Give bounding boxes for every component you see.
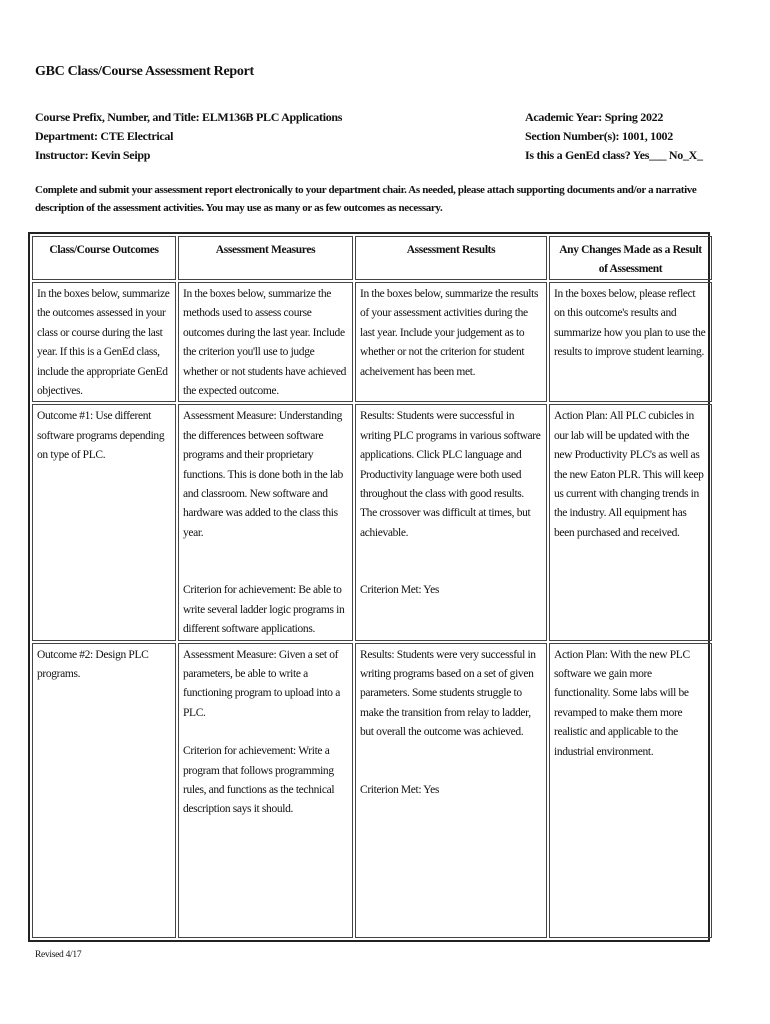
table-row bbox=[32, 643, 712, 939]
instructions-text: Complete and submit your assessment report electronically to your department chair. As needed, please attach supporting documents and/or a narrative description of the assessment activities. You may use as many or as few outcomes as necessary. bbox=[35, 184, 697, 214]
action-plan-2-cell bbox=[549, 643, 712, 939]
course-prefix-line: Course Prefix, Number, and Title: ELM136B PLC Applications bbox=[35, 110, 343, 124]
section-number-line: Section Number(s): 1001, 1002 bbox=[525, 129, 673, 143]
guidance-row bbox=[32, 282, 712, 402]
measure-2-cell bbox=[178, 643, 353, 939]
table-row bbox=[32, 404, 712, 640]
gened-line: Is this a GenEd class? Yes___ No_X_ bbox=[525, 148, 703, 162]
measure-1-text: Assessment Measure: Understanding the differences between software programs and their proprietary functions. This is done both in the lab and classroom. New software and hardware was added to the class this year. bbox=[183, 410, 343, 539]
outcome-2-cell bbox=[32, 643, 176, 939]
results-2-cell bbox=[355, 643, 547, 939]
instructor-line: Instructor: Kevin Seipp bbox=[35, 148, 151, 162]
assessment-table bbox=[30, 234, 714, 940]
academic-year-line: Academic Year: Spring 2022 bbox=[525, 110, 664, 124]
header-outcomes: Class/Course Outcomes bbox=[32, 236, 176, 280]
criterion-met-1-text: Criterion Met: Yes bbox=[360, 584, 439, 597]
results-1-cell bbox=[355, 404, 547, 640]
table-header-row bbox=[32, 236, 712, 280]
header-results: Assessment Results bbox=[355, 236, 547, 280]
action-plan-1-text: Action Plan: All PLC cubicles in our lab will be updated with the new Productivity PLC's as well as the new Eaton PLR. This will keep us current with changing trends in the industry. All equipment has been purchased and received. bbox=[554, 410, 704, 539]
criterion-met-2-text: Criterion Met: Yes bbox=[360, 783, 439, 796]
action-plan-2-text: Action Plan: With the new PLC software we gain more functionality. Some labs will be revamped to make them more realistic and applicable to the industrial environment. bbox=[554, 648, 690, 758]
guidance-measures: In the boxes below, summarize the methods used to assess course outcomes during the last year. Include the criterion you'll use to judge whether or not students have achieved the expected outcome. bbox=[178, 282, 353, 402]
outcome-1-text: Outcome #1: Use different software programs depending on type of PLC. bbox=[37, 410, 165, 462]
measure-2-text: Assessment Measure: Given a set of parameters, be able to write a functioning program to upload into a PLC. bbox=[183, 648, 340, 719]
action-plan-1-cell bbox=[549, 404, 712, 640]
criterion-2-text: Criterion for achievement: Write a program that follows programming rules, and functions as the technical description says it should. bbox=[183, 745, 335, 816]
header-changes: Any Changes Made as a Result of Assessment bbox=[549, 236, 712, 280]
header-measures: Assessment Measures bbox=[178, 236, 353, 280]
guidance-changes: In the boxes below, please reflect on this outcome's results and summarize how you plan to use the results to improve student learning. bbox=[549, 282, 712, 402]
guidance-outcomes: In the boxes below, summarize the outcomes assessed in your class or course during the last year. If this is a GenEd class, include the appropriate GenEd objectives. bbox=[32, 282, 176, 402]
course-info-right bbox=[525, 108, 703, 165]
results-1-text: Results: Students were successful in writing PLC programs in various software applications. Click PLC language and Productivity language were both used throughout the class with good results. The crossover was difficult at times, but achievable. bbox=[360, 410, 541, 539]
criterion-1-text: Criterion for achievement: Be able to write several ladder logic programs in different software applications. bbox=[183, 584, 345, 636]
page-title: GBC Class/Course Assessment Report bbox=[35, 64, 254, 79]
assessment-table-frame bbox=[28, 232, 710, 942]
outcome-2-text: Outcome #2: Design PLC programs. bbox=[37, 648, 149, 680]
results-2-text: Results: Students were very successful in writing programs based on a set of given parameters. Some students struggle to make the transition from relay to ladder, but overall the outcome was achieved. bbox=[360, 648, 536, 739]
outcome-1-cell bbox=[32, 404, 176, 640]
course-info-left bbox=[35, 108, 342, 165]
measure-1-cell bbox=[178, 404, 353, 640]
department-line: Department: CTE Electrical bbox=[35, 129, 174, 143]
guidance-results: In the boxes below, summarize the results of your assessment activities during the last year. Include your judgement as to whether or not the criterion for student acheivement has been met. bbox=[355, 282, 547, 402]
revised-footer: Revised 4/17 bbox=[35, 950, 82, 960]
